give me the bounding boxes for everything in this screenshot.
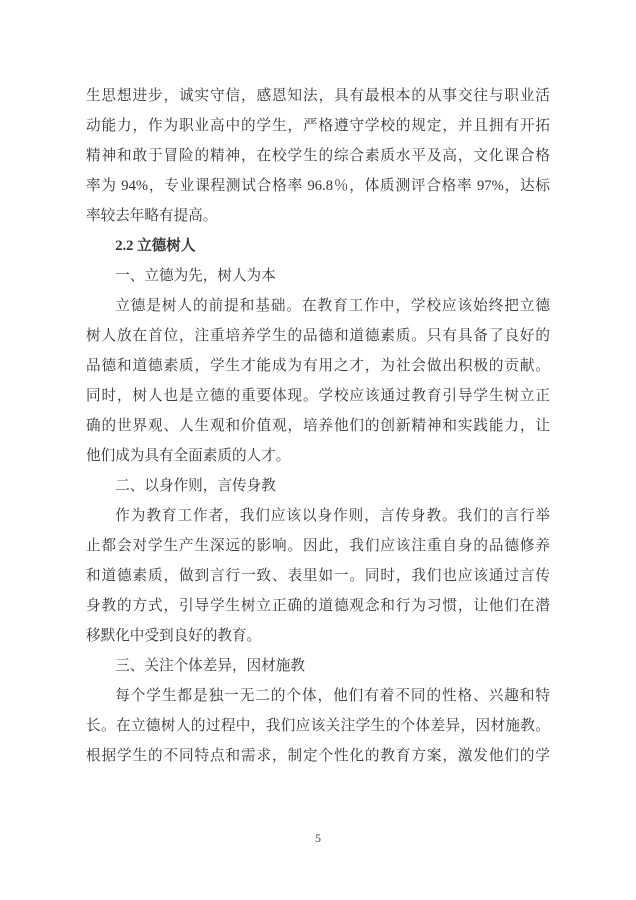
paragraph-line: 品德和道德素质，学生才能成为有用之才，为社会做出积极的贡献。 bbox=[86, 358, 550, 374]
paragraph-line: 移默化中受到良好的教育。 bbox=[86, 628, 262, 644]
paragraph-line: 和道德素质，做到言行一致、表里如一。同时，我们也应该通过言传 bbox=[86, 568, 550, 584]
paragraph-line: 身教的方式，引导学生树立正确的道德观念和行为习惯，让他们在潜 bbox=[86, 598, 550, 614]
paragraph-line: 根据学生的不同特点和需求，制定个性化的教育方案，激发他们的学 bbox=[86, 748, 550, 764]
subsection-title: 一、立德为先，树人为本 bbox=[115, 268, 276, 284]
section-heading: 2.2 立德树人 bbox=[115, 238, 196, 254]
paragraph-line: 率较去年略有提高。 bbox=[86, 208, 218, 224]
paragraph-line: 作为教育工作者，我们应该以身作则，言传身教。我们的言行举 bbox=[115, 508, 550, 524]
paragraph-line: 动能力，作为职业高中的学生，严格遵守学校的规定，并且拥有开拓 bbox=[86, 118, 550, 134]
subsection-title: 二、以身作则，言传身教 bbox=[115, 478, 276, 494]
paragraph-line: 生思想进步，诚实守信，感恩知法，具有最根本的从事交往与职业活 bbox=[86, 88, 550, 104]
paragraph-line: 确的世界观、人生观和价值观，培养他们的创新精神和实践能力，让 bbox=[86, 418, 550, 434]
paragraph-line: 止都会对学生产生深远的影响。因此，我们应该注重自身的品德修养 bbox=[86, 538, 550, 554]
paragraph-line: 精神和敢于冒险的精神，在校学生的综合素质水平及高，文化课合格 bbox=[86, 148, 550, 164]
paragraph-line: 立德是树人的前提和基础。在教育工作中，学校应该始终把立德 bbox=[115, 298, 550, 314]
paragraph-line: 长。在立德树人的过程中，我们应该关注学生的个体差异，因材施教。 bbox=[86, 718, 550, 734]
paragraph-line: 每个学生都是独一无二的个体，他们有着不同的性格、兴趣和特 bbox=[115, 688, 550, 704]
document-body bbox=[86, 81, 550, 771]
paragraph-line: 他们成为具有全面素质的人才。 bbox=[86, 448, 291, 464]
subsection-title: 三、关注个体差异，因材施教 bbox=[115, 658, 305, 674]
paragraph-line: 树人放在首位，注重培养学生的品德和道德素质。只有具备了良好的 bbox=[86, 328, 550, 344]
paragraph-line: 同时，树人也是立德的重要体现。学校应该通过教育引导学生树立正 bbox=[86, 388, 550, 404]
page-number: 5 bbox=[315, 831, 321, 845]
paragraph-line: 率为 94%，专业课程测试合格率 96.8％，体质测评合格率 97%，达标 bbox=[86, 178, 550, 194]
